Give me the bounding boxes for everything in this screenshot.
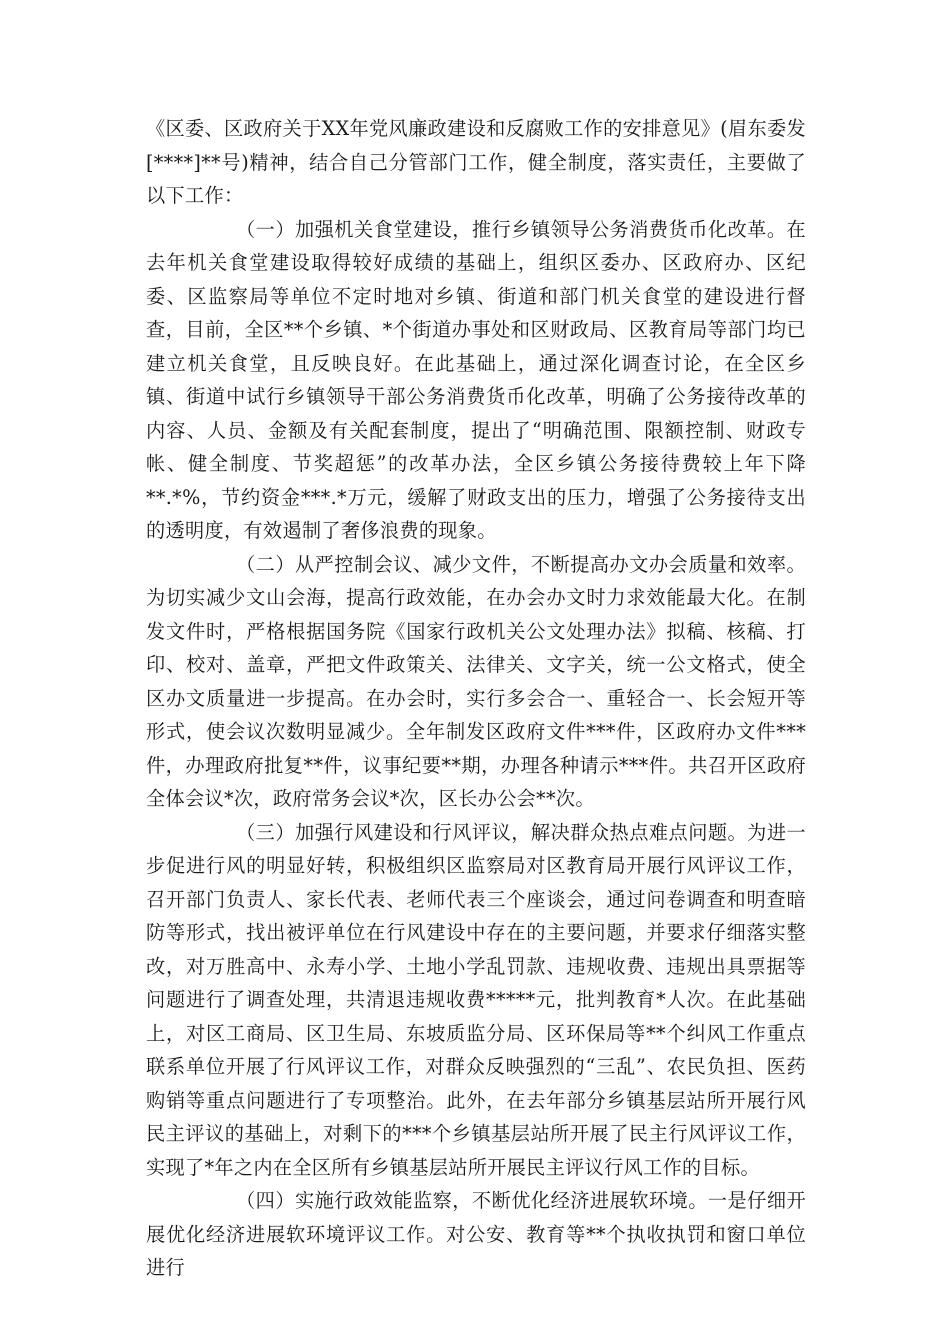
section-3-paragraph: （三）加强行风建设和行风评议，解决群众热点难点问题。为进一步促进行风的明显好转，积极组织区监察局对区教育局开展行风评议工作，召开部门负责人、家长代表、老师代表三个座谈会，通过问卷调查和明查暗防等形式，找出被评单位在行风建设中存在的主要问题，并要求仔细落实整改，对万胜高中、永寿小学、土地小学乱罚款、违规收费、违规出具票据等问题进行了调查处理，共清退违规收费*****元，批判教育*人次。在此基础上，对区工商局、区卫生局、东坡质监分局、区环保局等**个纠风工作重点联系单位开展了行风评议工作，对群众反映强烈的“三乱”、农民负担、医药购销等重点问题进行了专项整治。此外，在去年部分乡镇基层站所开展行风民主评议的基础上，对剩下的***个乡镇基层站所开展了民主行风评议工作，实现了*年之内在全区所有乡镇基层站所开展民主评议行风工作的目标。 — [146, 820, 806, 1179]
section-2-paragraph: （二）从严控制会议、减少文件，不断提高办文办会质量和效率。为切实减少文山会海，提高行政效能，在办会办文时力求效能最大化。在制发文件时，严格根据国务院《国家行政机关公文处理办法》拟稿、核稿、打印、校对、盖章，严把文件政策关、法律关、文字关，统一公文格式，使全区办文质量进一步提高。在办会时，实行多会合一、重轻合一、长会短开等形式，使会议次数明显减少。全年制发区政府文件***件，区政府办文件***件，办理政府批复**件，议事纪要**期，办理各种请示***件。共召开区政府全体会议*次，政府常务会议*次，区长办公会**次。 — [146, 552, 806, 810]
section-1-paragraph: （一）加强机关食堂建设，推行乡镇领导公务消费货币化改革。在去年机关食堂建设取得较好成绩的基础上，组织区委办、区政府办、区纪委、区监察局等单位不定时地对乡镇、街道和部门机关食堂的建设进行督查，目前，全区**个乡镇、*个街道办事处和区财政局、区教育局等部门均已建立机关食堂，且反映良好。在此基础上，通过深化调查讨论，在全区乡镇、街道中试行乡镇领导干部公务消费货币化改革，明确了公务接待改革的内容、人员、金额及有关配套制度，提出了“明确范围、限额控制、财政专帐、健全制度、节奖超惩”的改革办法，全区乡镇公务接待费较上年下降**.*%，节约资金***.*万元，缓解了财政支出的压力，增强了公务接待支出的透明度，有效遏制了奢侈浪费的现象。 — [146, 217, 806, 542]
document-page — [146, 112, 806, 1285]
section-4-paragraph: （四）实施行政效能监察，不断优化经济进展软环境。一是仔细开展优化经济进展软环境评议工作。对公安、教育等**个执收执罚和窗口单位进行 — [146, 1189, 806, 1279]
intro-paragraph: 《区委、区政府关于XX年党风廉政建设和反腐败工作的安排意见》(眉东委发[****]**号)精神，结合自己分管部门工作，健全制度，落实责任，主要做了以下工作： — [146, 117, 806, 207]
